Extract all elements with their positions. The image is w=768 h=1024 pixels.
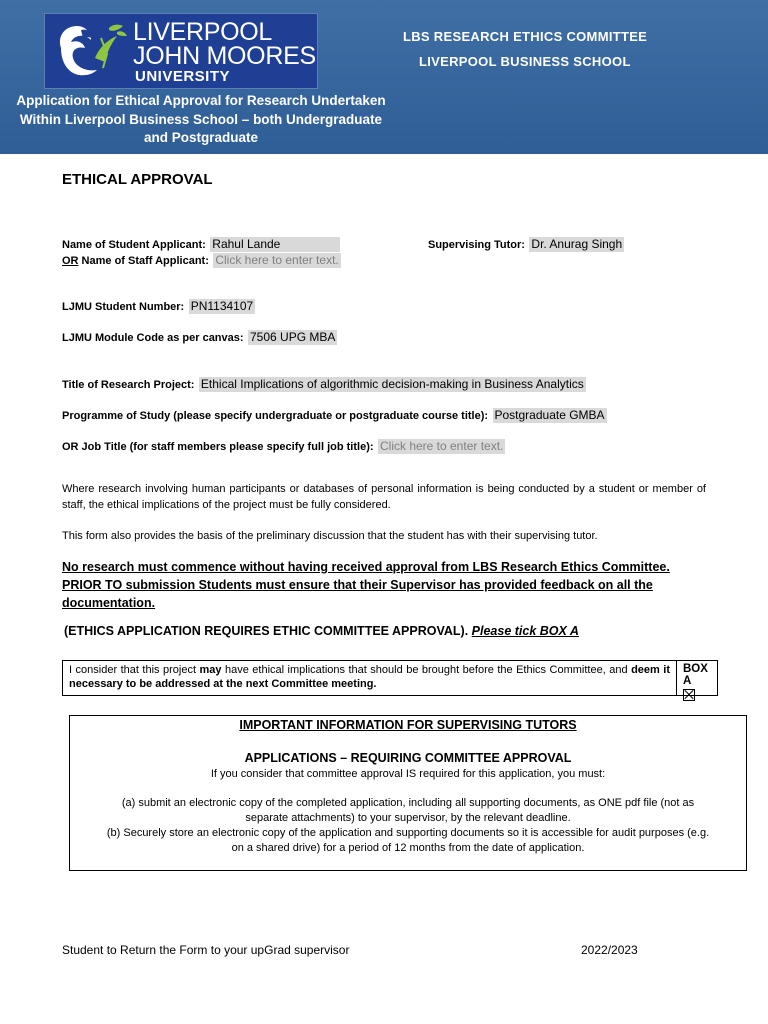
section-title: ETHICAL APPROVAL (62, 171, 213, 188)
module-code-row (62, 328, 337, 346)
info-point-b: (b) Securely store an electronic copy of the application and supporting documents so it is accessible for audit purposes (e.g. on a shared drive) for a period of 12 months from the date of application. (106, 827, 710, 854)
footer-year: 2022/2023 (581, 943, 638, 957)
student-name-label: Name of Student Applicant: (62, 239, 206, 251)
programme-label: Programme of Study (please specify undergraduate or postgraduate course title): (62, 410, 489, 422)
university-logo (44, 13, 318, 89)
liver-bird-logo-icon (51, 18, 129, 86)
job-title-field[interactable]: Click here to enter text. (379, 439, 504, 453)
box-a-text-may: may (199, 664, 222, 676)
ethics-requirement-row (64, 624, 579, 638)
logo-text-liverpool: LIVERPOOL (133, 18, 273, 46)
box-a-statement (63, 661, 677, 695)
info-point-a: (a) submit an electronic copy of the completed application, including all supporting documents, as ONE pdf file (not as separate attachments) to your supervisor, by the relevant deadline. (121, 797, 695, 824)
header-banner (0, 0, 768, 154)
approval-warning: No research must commence without having received approval from LBS Research Ethics Committee. PRIOR TO submission Students must ensure that their Supervisor has provided feedback on all the documentation. (62, 560, 670, 610)
project-title-field[interactable]: Ethical Implications of algorithmic decision-making in Business Analytics (200, 377, 584, 391)
info-intro: If you consider that committee approval IS required for this application, you must: (210, 768, 606, 780)
intro-paragraph: Where research involving human participants or databases of personal information is being conducted by a student or member of staff, the ethical implications of the project must be fully considered. (62, 483, 706, 511)
supervising-tutor-label: Supervising Tutor: (428, 239, 525, 251)
student-name-field[interactable]: Rahul Lande (210, 237, 340, 252)
staff-name-row (62, 251, 341, 269)
programme-row (62, 406, 607, 424)
box-a-text-part2: have ethical implications that should be brought before the Ethics Committee, and (221, 664, 632, 676)
footer-instruction: Student to Return the Form to your upGrad supervisor (62, 943, 350, 957)
preliminary-paragraph: This form also provides the basis of the preliminary discussion that the student has with their supervising tutor. (62, 530, 598, 542)
form-title: Application for Ethical Approval for Research Undertaken Within Liverpool Business School – both Undergraduate and Postgraduate (16, 93, 386, 145)
logo-text-john-moores: JOHN MOORES (133, 42, 316, 70)
box-a-label: BOX A (683, 663, 708, 687)
module-code-field[interactable]: 7506 UPG MBA (250, 330, 336, 344)
module-code-label: LJMU Module Code as per canvas: (62, 332, 244, 344)
school-name: LIVERPOOL BUSINESS SCHOOL (419, 54, 631, 69)
student-number-row (62, 297, 255, 315)
box-a-checkbox[interactable] (683, 689, 695, 701)
info-subheading: APPLICATIONS – REQUIRING COMMITTEE APPROVAL (244, 751, 572, 765)
programme-field[interactable]: Postgraduate GMBA (494, 408, 605, 422)
info-heading: IMPORTANT INFORMATION FOR SUPERVISING TUTORS (239, 718, 577, 732)
logo-text-university: UNIVERSITY (135, 68, 231, 85)
ethics-requirement-text: (ETHICS APPLICATION REQUIRES ETHIC COMMITTEE APPROVAL). (64, 624, 469, 638)
box-a-text-bold: deem it necessary to be addressed at the next Committee meeting. (69, 664, 670, 690)
tutor-row (428, 235, 624, 253)
box-a-table (62, 660, 718, 696)
job-title-row (62, 437, 505, 455)
project-title-row (62, 375, 586, 393)
supervising-tutor-field[interactable]: Dr. Anurag Singh (531, 237, 623, 251)
job-title-label: OR Job Title (for staff members please specify full job title): (62, 441, 374, 453)
student-number-field[interactable]: PN1134107 (190, 299, 254, 313)
staff-name-field[interactable]: Click here to enter text. (215, 253, 339, 267)
student-number-label: LJMU Student Number: (62, 301, 185, 313)
box-a-text-part1: I consider that this project (69, 664, 200, 676)
box-a-cell (677, 661, 717, 695)
staff-name-label: Name of Staff Applicant: (78, 255, 209, 267)
or-label: OR (62, 255, 79, 267)
supervisor-info-box (69, 715, 747, 871)
project-title-label: Title of Research Project: (62, 379, 195, 391)
committee-name: LBS RESEARCH ETHICS COMMITTEE (403, 29, 648, 44)
tick-box-instruction: Please tick BOX A (471, 624, 579, 638)
